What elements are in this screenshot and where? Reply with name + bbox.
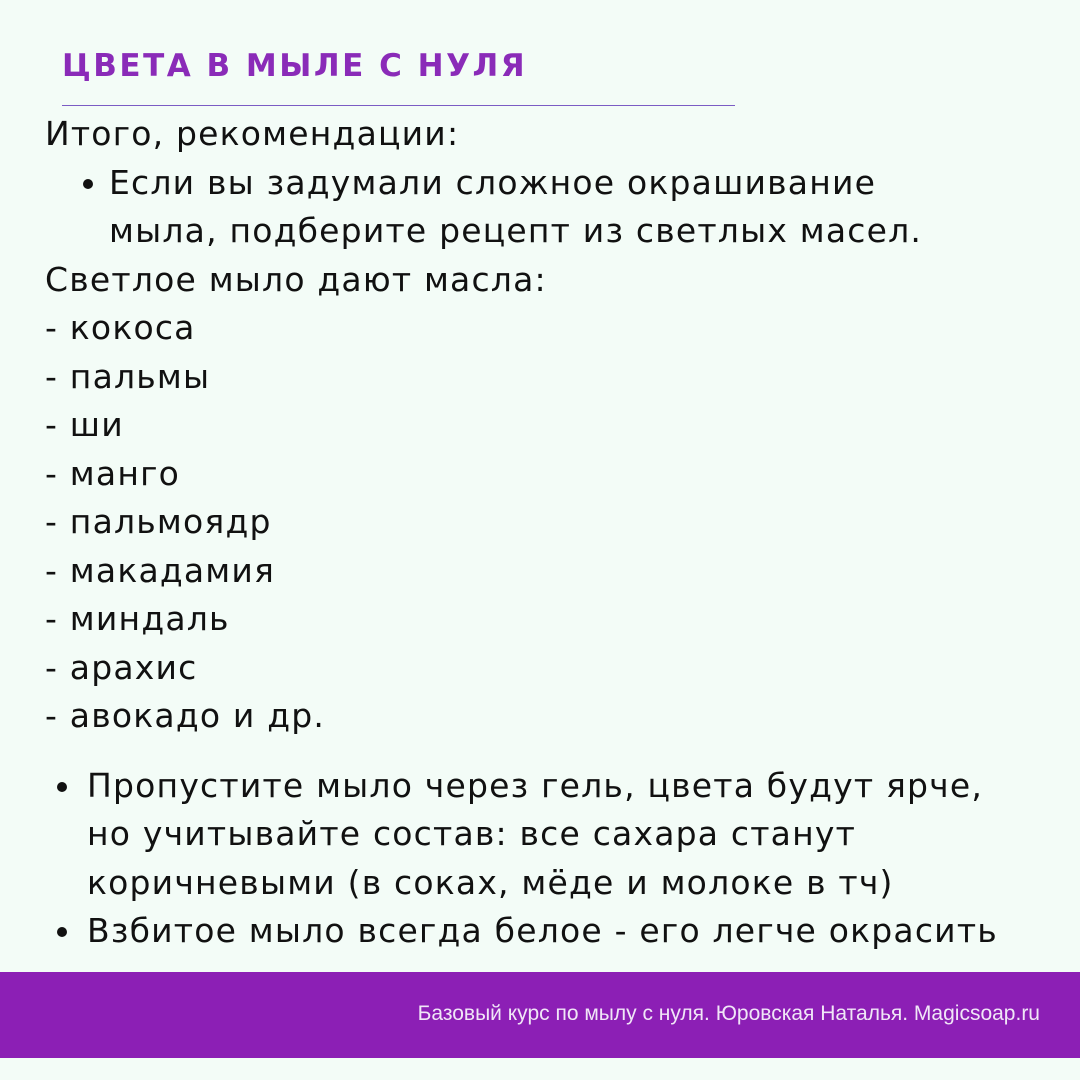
bullet-gel (45, 762, 1065, 908)
page-title: ЦВЕТА В МЫЛЕ С НУЛЯ (62, 48, 528, 84)
main-content (45, 110, 1065, 956)
list-item: - кокоса (45, 308, 196, 347)
bullet-line: коричневыми (в соках, мёде и молоке в тч) (87, 862, 894, 902)
intro-text: Итого, рекомендации: (45, 114, 460, 153)
bullet-line: Если вы задумали сложное окрашивание (109, 162, 877, 202)
footer-band (0, 972, 1080, 1058)
bullet-line: мыла, подберите рецепт из светлых масел. (109, 211, 923, 250)
oil-list (45, 304, 1065, 741)
bullets-tips (45, 762, 1065, 956)
list-item: - арахис (45, 647, 198, 687)
bullet-dot-icon (57, 782, 67, 792)
list-item: - макадамия (45, 550, 276, 590)
bullet-line: Взбитое мыло всегда белое - его легче окрасить (87, 911, 998, 950)
title-divider (62, 105, 735, 106)
bullet-light-oils (45, 159, 1065, 256)
bullet-line: но учитывайте состав: все сахара станут (87, 814, 856, 853)
list-item: - пальмоядр (45, 502, 272, 541)
bullet-whipped (45, 907, 1065, 956)
list-item: - ши (45, 405, 124, 444)
footer-credit: Базовый курс по мылу с нуля. Юровская Наталья. Magicsoap.ru (417, 1002, 1040, 1025)
bullet-line: Пропустите мыло через гель, цвета будут ярче, (87, 765, 984, 805)
list-item: - авокадо и др. (45, 696, 326, 735)
list-item: - манго (45, 453, 181, 493)
list-item: - пальмы (45, 356, 211, 396)
list-item: - миндаль (45, 599, 230, 638)
bullet-dot-icon (83, 179, 93, 189)
bullet-dot-icon (57, 927, 67, 937)
oils-heading: Светлое мыло дают масла: (45, 259, 547, 299)
